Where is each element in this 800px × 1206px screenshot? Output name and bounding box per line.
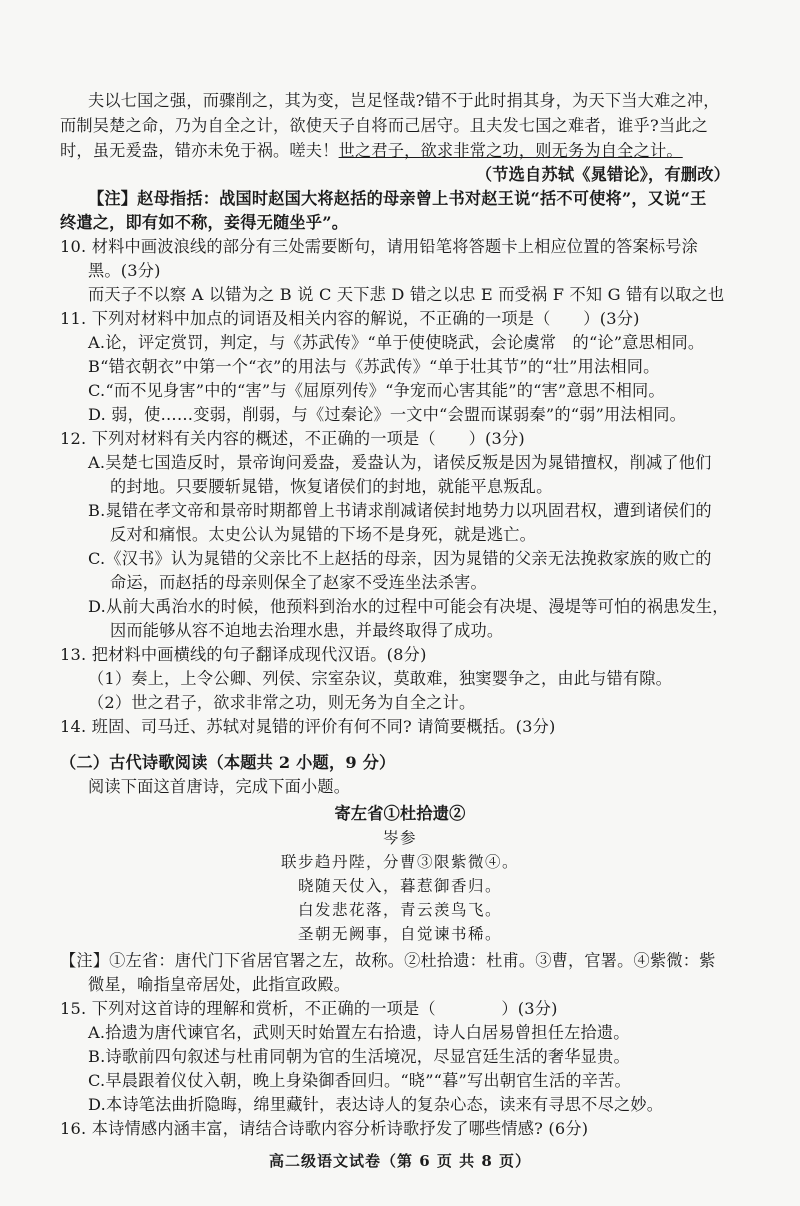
page-footer: 高二级语文试卷（第 6 页 共 8 页） [269, 1152, 531, 1170]
option-d: D.本诗笔法曲折隐晦，绵里藏针，表达诗人的复杂心态，读来有寻思不尽之妙。 [88, 1095, 664, 1114]
poem-line: 联步趋丹陛，分曹③限紫微④。 [280, 853, 519, 871]
question-10: 黑。(3分) [88, 261, 161, 280]
question-14: 14. 班固、司马迁、苏轼对晁错的评价有何不同? 请简要概括。(3分) [60, 717, 556, 736]
poem-line: 白发悲花落，青云羡鸟飞。 [297, 901, 502, 919]
poem-note: 微星，喻指皇帝居处，此指宣政殿。 [88, 975, 351, 994]
option-d: 因而能够从容不迫地去治理水患，并最终取得了成功。 [110, 621, 504, 640]
option-b: B.诗歌前四句叙述与杜甫同朝为官的生活境况，尽显宫廷生活的奢华显贵。 [88, 1047, 630, 1066]
question-13-part: （1）奏上，上令公卿、列侯、宗室杂议，莫敢难，独窦婴争之，由此与错有隙。 [88, 669, 673, 688]
question-16: 16. 本诗情感内涵丰富，请结合诗歌内容分析诗歌抒发了哪些情感? (6分) [60, 1119, 589, 1138]
question-11: 11. 下列对材料中加点的词语及相关内容的解说，不正确的一项是（ ）(3分) [60, 309, 640, 328]
poem-note: 【注】①左省：唐代门下省居官署之左，故称。②杜拾遗：杜甫。③曹，官署。④紫微：紫 [60, 951, 716, 970]
passage-source: （节选自苏轼《晁错论》，有删改） [475, 165, 730, 184]
poem-line: 圣朝无阙事，自觉谏书稀。 [297, 925, 502, 943]
option-c: C.早晨跟着仪仗入朝，晚上身染御香回归。“晓”“暮”写出朝官生活的辛苦。 [88, 1071, 631, 1090]
passage-line: 时，虽无爰盎，错亦未免于祸。嗟夫！世之君子，欲求非常之功，则无务为自全之计。 [60, 141, 683, 160]
option-b: 反对和痛恨。太史公认为晁错的下场不是身死，就是逃亡。 [110, 525, 537, 544]
option-a: A.论，评定赏罚，判定，与《苏武传》“单于使使晓武，会论虞常 的“论”意思相同。 [88, 333, 705, 352]
question-12: 12. 下列对材料有关内容的概述，不正确的一项是（ ）(3分) [60, 429, 525, 448]
option-d: D.从前大禹治水的时候，他预料到治水的过程中可能会有决堤、漫堤等可怕的祸患发生， [88, 597, 729, 616]
question-13: 13. 把材料中画横线的句子翻译成现代汉语。(8分) [60, 645, 427, 664]
option-c: 命运，而赵括的母亲则保全了赵家不受连坐法杀害。 [110, 573, 487, 592]
question-13-part: （2）世之君子，欲求非常之功，则无务为自全之计。 [88, 693, 476, 712]
passage-line: 夫以七国之强，而骤削之，其为变，岂足怪哉?错不于此时捐其身，为天下当大难之冲， [88, 91, 720, 110]
poem-title: 寄左省①杜拾遗② [334, 804, 466, 823]
option-c: C.《汉书》认为晁错的父亲比不上赵括的母亲，因为晁错的父亲无法挽救家族的败亡的 [88, 549, 712, 568]
option-a: A.吴楚七国造反时，景帝询问爰盎，爰盎认为，诸侯反叛是因为晁错擅权，削减了他们 [88, 453, 712, 472]
option-a: 的封地。只要腰斩晁错，恢复诸侯们的封地，就能平息叛乱。 [110, 477, 553, 496]
option-c: C.“而不见身害”中的“害”与《屈原列传》“争宠而心害其能”的“害”意思不相同。 [88, 381, 665, 400]
passage-line: 而制吴楚之命，乃为自全之计，欲使天子自将而己居守。且夫发七国之难者，谁乎?当此之 [60, 116, 708, 135]
question-15: 15. 下列对这首诗的理解和赏析，不正确的一项是（ ）(3分) [60, 999, 558, 1018]
option-b: B.晁错在孝文帝和景帝时期都曾上书请求削减诸侯封地势力以巩固君权，遭到诸侯们的 [88, 501, 712, 520]
option-b: B“错衣朝衣”中第一个“衣”的用法与《苏武传》“单于壮其节”的“壮”用法相同。 [88, 357, 660, 376]
question-10-sentence: 而天子不以察 A 以错为之 B 说 C 天下悲 D 错之以忠 E 而受祸 F 不知 G 错有以取之也 [88, 285, 725, 304]
poem-line: 晓随天仗入，暮惹御香归。 [297, 877, 502, 895]
section-intro: 阅读下面这首唐诗，完成下面小题。 [88, 777, 351, 796]
passage-note: 终遣之，即有如不称，妾得无随坐乎”。 [60, 213, 349, 232]
option-d: D. 弱，使……变弱，削弱，与《过秦论》一文中“会盟而谋弱秦”的“弱”用法相同。 [88, 405, 686, 424]
passage-note: 【注】赵母指括：战国时赵国大将赵括的母亲曾上书对赵王说“括不可使将”，又说“王 [88, 189, 707, 208]
section-heading: （二）古代诗歌阅读（本题共 2 小题，9 分） [60, 753, 396, 772]
option-a: A.拾遗为唐代谏官名，武则天时始置左右拾遗，诗人白居易曾担任左拾遗。 [88, 1023, 630, 1042]
question-10: 10. 材料中画波浪线的部分有三处需要断句，请用铅笔将答题卡上相应位置的答案标号涂 [60, 237, 699, 256]
poem-author: 岑参 [382, 829, 417, 847]
